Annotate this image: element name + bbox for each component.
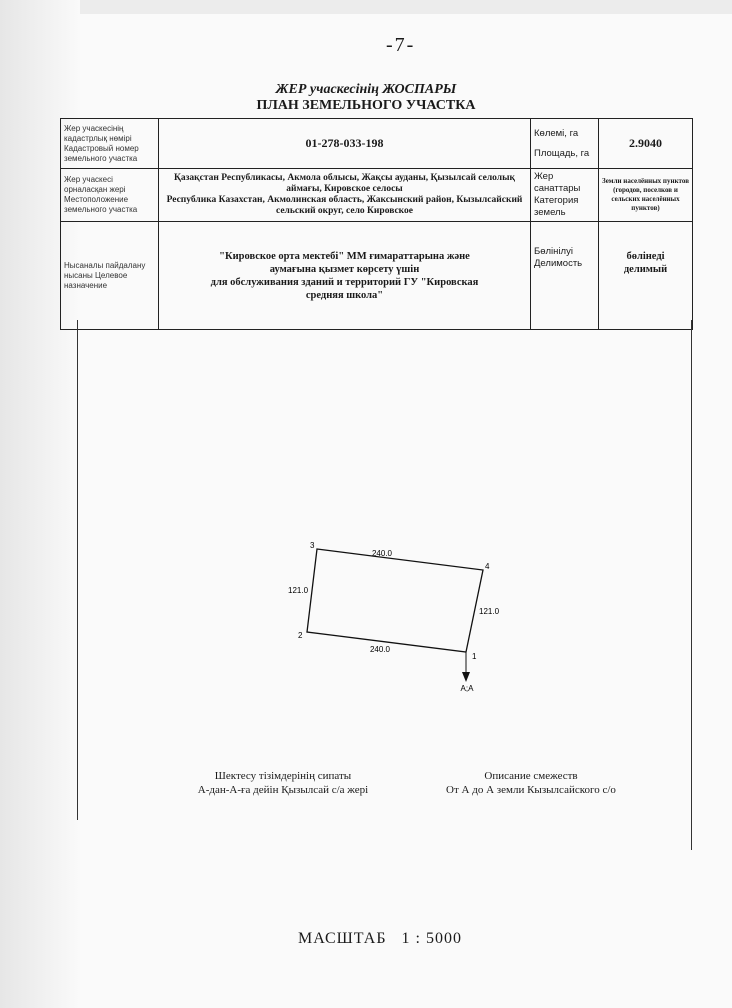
location-ru: Республика Казахстан, Акмолинская область, Жаксынский район, Кызылсайский сельский округ, село Кировское: [166, 195, 523, 216]
purpose-label: Нысаналы пайдалану нысаны Целевое назначение: [61, 222, 159, 330]
parcel-boundary: [307, 549, 483, 652]
adjacency-ru-text: От А до А земли Кызылсайского с/о: [446, 784, 616, 796]
location-kz: Қазақстан Республикасы, Акмола облысы, Жақсы ауданы, Қызылсай селолық аймағы, Кировское селосы: [173, 173, 516, 194]
divisibility-ru: делимый: [623, 264, 668, 275]
purpose-ru-2: средняя школа": [305, 289, 384, 301]
divisibility-label: Бөлінілуі Делимость: [531, 222, 599, 330]
purpose-ru-1: для обслуживания зданий и территорий ГУ "Кировская: [210, 276, 479, 288]
page-number: -7-: [386, 34, 416, 56]
direction-arrow-icon: [462, 672, 470, 682]
edge-top-length: 240.0: [371, 549, 393, 558]
location-label: Жер учаскесі орналасқан жері Местоположение земельного участка: [61, 169, 159, 222]
area-label-kz: Көлемі, га: [534, 127, 579, 139]
area-value: 2.9040: [599, 119, 693, 169]
adjacency-kz-text: А-дан-А-ға дейін Қызылсай с/а жері: [197, 784, 369, 796]
arrow-label: A;A: [460, 684, 474, 693]
edge-left-length: 121.0: [288, 586, 309, 595]
purpose-kz-2: аумағына қызмет көрсету үшін: [269, 263, 420, 275]
scale-value: 1 : 5000: [401, 930, 462, 947]
category-value: Земли населённых пунктов (городов, поселков и сельских населённых пунктов): [599, 169, 693, 222]
point-3-label: 3: [310, 541, 315, 550]
adjacency-kz-title: Шектесу тізімдерінің сипаты: [214, 770, 352, 782]
edge-bottom-length: 240.0: [369, 645, 391, 654]
edge-right-length: 121.0: [479, 607, 500, 616]
scale-label: МАСШТАБ: [298, 930, 387, 947]
area-label-ru: Площадь, га: [534, 147, 590, 159]
divisibility-kz: бөлінеді: [626, 251, 665, 262]
title-ru: ПЛАН ЗЕМЕЛЬНОГО УЧАСТКА: [256, 98, 476, 113]
cadastral-number: 01-278-033-198: [159, 119, 531, 169]
adjacency-ru-title: Описание смежеств: [484, 770, 578, 782]
scale-line: [298, 930, 462, 948]
point-1-label: 1: [472, 652, 477, 661]
adjacency-ru: [416, 769, 646, 797]
title-kz: ЖЕР учаскесінің ЖОСПАРЫ: [275, 82, 457, 97]
purpose-kz-1: "Кировское орта мектебі" ММ ғимараттарына және: [219, 250, 470, 262]
category-label: Жер санаттары Категория земель: [531, 169, 599, 222]
cadastral-label: Жер учаскесінің кадастрлық нөмірі Кадастровый номер земельного участка: [61, 119, 159, 169]
point-4-label: 4: [485, 562, 490, 571]
adjacency-kz: [168, 769, 398, 797]
point-2-label: 2: [298, 631, 303, 640]
